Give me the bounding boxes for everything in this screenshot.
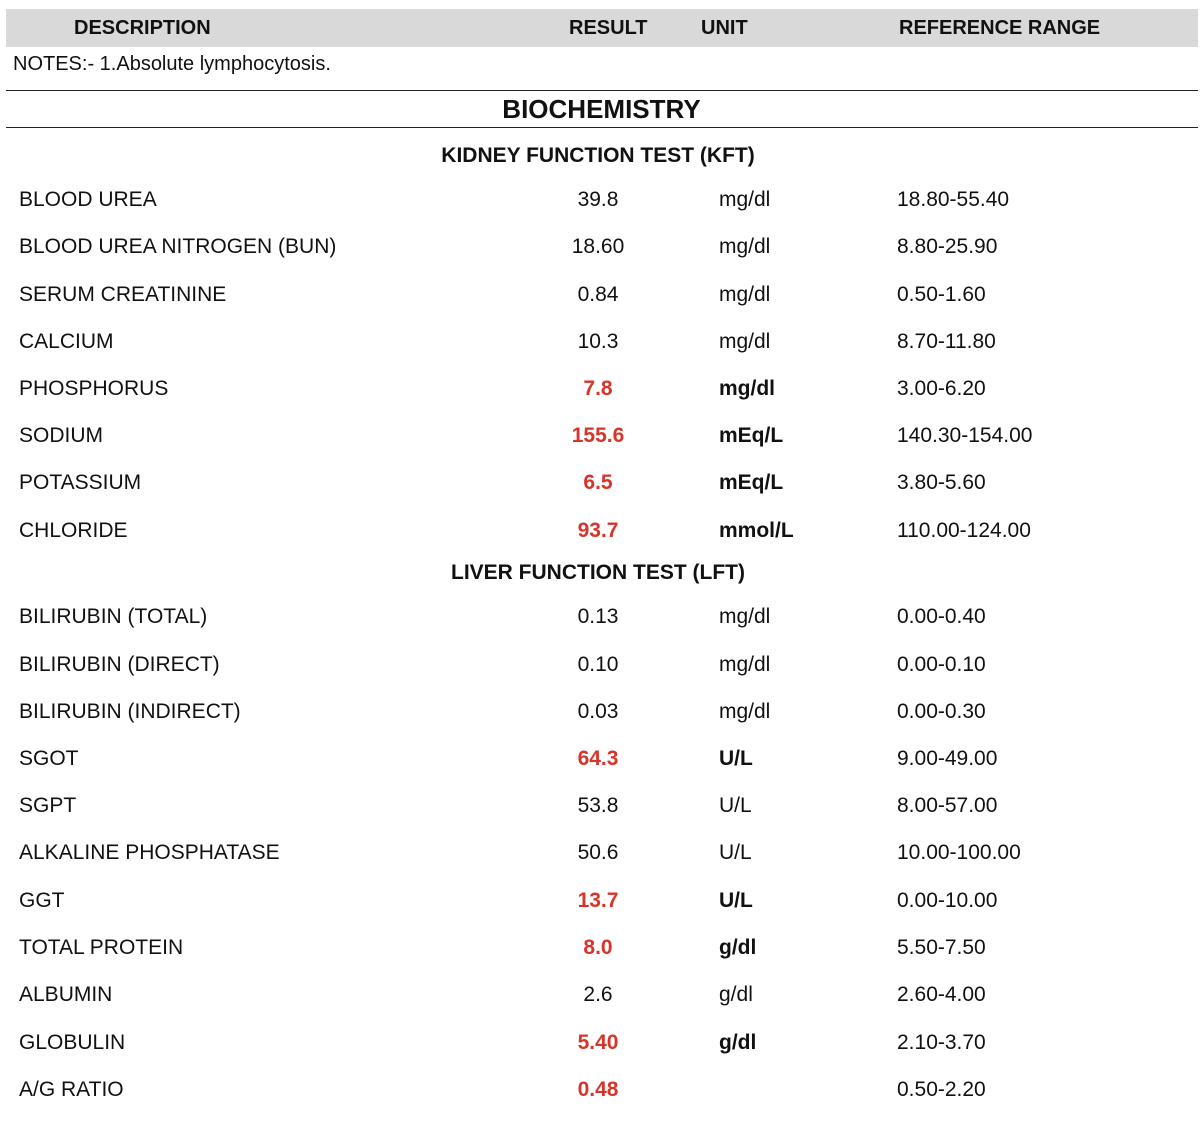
test-unit: mEq/L [719,424,784,447]
table-row [0,838,1203,868]
section-divider-bottom [6,127,1198,128]
table-row [0,1028,1203,1058]
test-reference-range: 3.80-5.60 [897,471,986,494]
test-result: 53.8 [577,794,619,817]
test-reference-range: 8.70-11.80 [897,330,996,353]
test-result: 93.7 [577,519,619,542]
table-row [0,933,1203,963]
test-name: SGOT [19,747,79,770]
test-unit: mg/dl [719,605,771,628]
test-reference-range: 10.00-100.00 [897,841,1021,864]
section-divider-top [6,90,1198,91]
test-name: A/G RATIO [19,1078,124,1101]
section-title: BIOCHEMISTRY [502,94,701,124]
test-unit: g/dl [719,983,753,1006]
test-reference-range: 2.10-3.70 [897,1031,986,1054]
test-reference-range: 5.50-7.50 [897,936,986,959]
table-row [0,327,1203,357]
test-unit: U/L [719,747,753,770]
table-row [0,516,1203,546]
test-result: 39.8 [577,188,619,211]
test-result: 0.84 [577,283,619,306]
test-unit: U/L [719,794,752,817]
test-reference-range: 3.00-6.20 [897,377,986,400]
test-result: 7.8 [583,377,613,400]
table-row [0,791,1203,821]
table-header [6,9,1198,47]
test-result: 5.40 [577,1031,619,1054]
test-unit: mg/dl [719,653,771,676]
test-reference-range: 0.00-0.10 [897,653,986,676]
test-reference-range: 18.80-55.40 [897,188,1010,211]
test-result: 0.48 [577,1078,619,1101]
table-row [0,1075,1203,1105]
test-reference-range: 0.00-0.40 [897,605,986,628]
table-row [0,886,1203,916]
test-result: 18.60 [571,235,625,258]
test-result: 13.7 [577,889,619,912]
test-result: 0.10 [577,653,619,676]
table-row [0,744,1203,774]
test-unit: g/dl [719,936,757,959]
kft-heading: KIDNEY FUNCTION TEST (KFT) [441,144,755,167]
test-name: PHOSPHORUS [19,377,169,400]
test-result: 8.0 [583,936,613,959]
test-unit: U/L [719,889,753,912]
test-reference-range: 110.00-124.00 [897,519,1031,542]
test-name: BILIRUBIN (TOTAL) [19,605,208,628]
table-row [0,980,1203,1010]
test-name: TOTAL PROTEIN [19,936,184,959]
table-row [0,468,1203,498]
test-name: ALBUMIN [19,983,113,1006]
header-result: RESULT [569,17,648,39]
table-row [0,280,1203,310]
table-row [0,374,1203,404]
test-name: SERUM CREATININE [19,283,227,306]
test-result: 155.6 [571,424,625,447]
test-result: 2.6 [583,983,613,1006]
test-name: CHLORIDE [19,519,128,542]
lft-heading: LIVER FUNCTION TEST (LFT) [451,561,745,584]
test-unit: mg/dl [719,377,775,400]
table-row [0,650,1203,680]
test-reference-range: 0.50-1.60 [897,283,986,306]
test-unit: mmol/L [719,519,794,542]
test-result: 0.03 [577,700,619,723]
test-reference-range: 2.60-4.00 [897,983,986,1006]
test-result: 6.5 [583,471,613,494]
test-name: BILIRUBIN (DIRECT) [19,653,220,676]
test-unit: mg/dl [719,700,771,723]
test-unit: mg/dl [719,235,771,258]
table-row [0,421,1203,451]
table-row [0,232,1203,262]
test-name: GGT [19,889,65,912]
test-unit: mg/dl [719,283,771,306]
test-name: BLOOD UREA NITROGEN (BUN) [19,235,337,258]
test-result: 64.3 [577,747,619,770]
test-result: 0.13 [577,605,619,628]
test-result: 10.3 [577,330,619,353]
test-reference-range: 8.80-25.90 [897,235,998,258]
notes: NOTES:- 1.Absolute lymphocytosis. [13,53,331,75]
test-reference-range: 0.00-10.00 [897,889,998,912]
test-name: BLOOD UREA [19,188,157,211]
test-unit: U/L [719,841,752,864]
table-row [0,185,1203,215]
header-reference-range: REFERENCE RANGE [899,17,1101,39]
test-reference-range: 140.30-154.00 [897,424,1033,447]
header-unit: UNIT [701,17,748,39]
test-unit: mg/dl [719,330,771,353]
test-name: GLOBULIN [19,1031,126,1054]
test-name: SGPT [19,794,77,817]
test-unit: mg/dl [719,188,771,211]
test-result: 50.6 [577,841,619,864]
table-row [0,602,1203,632]
test-name: CALCIUM [19,330,114,353]
test-unit: mEq/L [719,471,784,494]
test-reference-range: 9.00-49.00 [897,747,998,770]
table-row [0,697,1203,727]
test-name: BILIRUBIN (INDIRECT) [19,700,241,723]
test-name: SODIUM [19,424,103,447]
header-description: DESCRIPTION [74,17,211,39]
test-name: POTASSIUM [19,471,142,494]
test-reference-range: 0.50-2.20 [897,1078,986,1101]
test-reference-range: 8.00-57.00 [897,794,998,817]
test-reference-range: 0.00-0.30 [897,700,986,723]
test-name: ALKALINE PHOSPHATASE [19,841,280,864]
test-unit: g/dl [719,1031,757,1054]
